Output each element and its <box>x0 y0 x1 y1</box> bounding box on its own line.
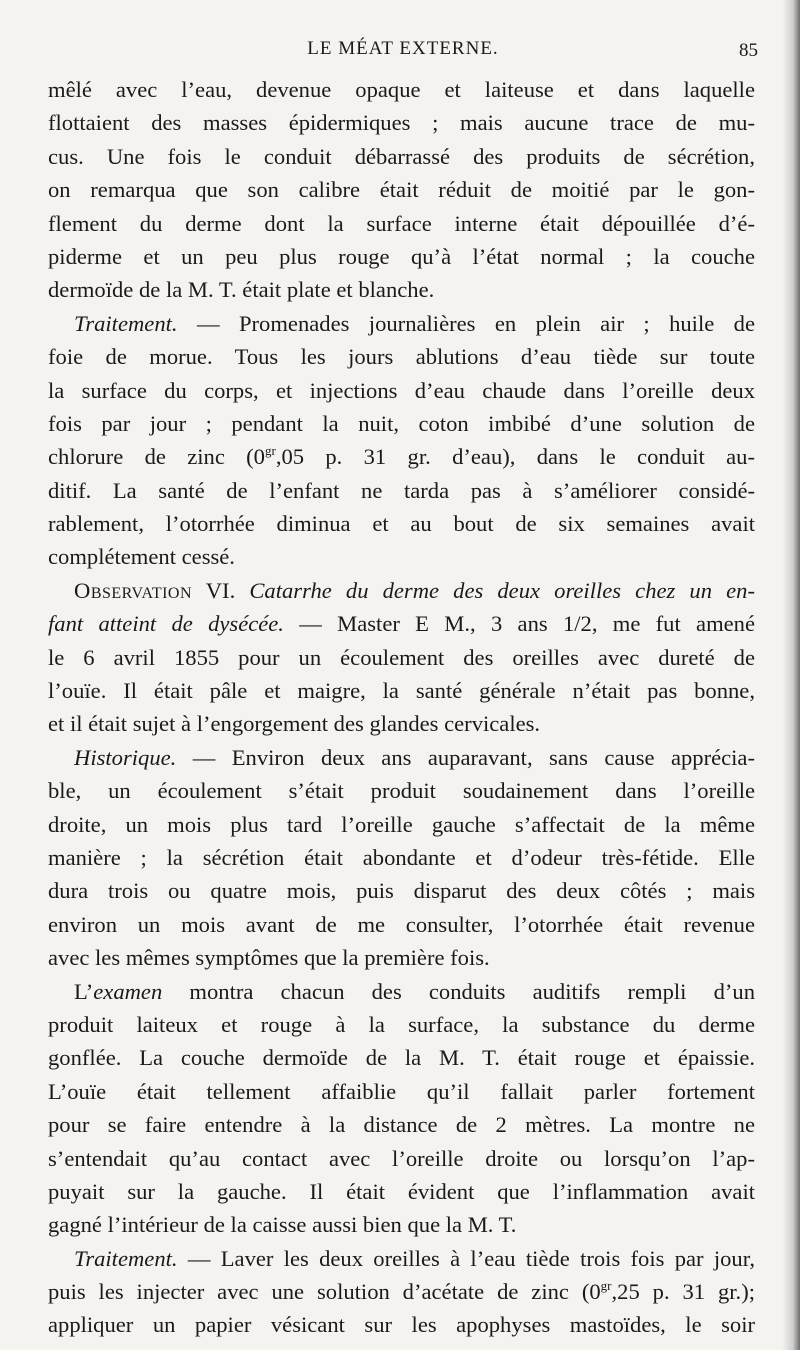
text-run: L’ouïe était tellement affaiblie qu’il fallait parler fortement <box>48 1078 755 1104</box>
text-run: avec les mêmes symptômes que la première fois. <box>48 945 490 971</box>
text-run: chlorure de zinc (0 <box>48 444 265 470</box>
text-line <box>48 273 755 306</box>
text-run: Observation <box>74 577 193 603</box>
text-line <box>48 207 755 240</box>
text-run: on remarqua que son calibre était réduit de moitié par le gon- <box>48 177 755 203</box>
text-line <box>48 1275 755 1308</box>
text-run: droite, un mois plus tard l’oreille gauche s’affectait de la même <box>48 811 755 837</box>
text-line <box>48 874 755 907</box>
running-title: LE MÉAT EXTERNE. <box>307 38 499 59</box>
text-line <box>48 1308 755 1341</box>
body-text <box>48 73 755 1342</box>
text-line <box>48 474 755 507</box>
text-line <box>48 340 755 373</box>
text-line <box>48 1175 755 1208</box>
text-run: l’ouïe. Il était pâle et maigre, la santé générale n’était pas bonne, <box>48 678 755 704</box>
text-run: cus. Une fois le conduit débarrassé des produits de sécrétion, <box>48 143 755 169</box>
text-run: piderme et un peu plus rouge qu’à l’état normal ; la couche <box>48 243 755 269</box>
text-run: — Laver les deux oreilles à l’eau tiède trois fois par jour, <box>177 1245 755 1271</box>
text-run: rablement, l’otorrhée diminua et au bout de six semaines avait <box>48 511 755 537</box>
text-line <box>48 540 755 573</box>
text-run: complétement cessé. <box>48 544 235 570</box>
text-run: mêlé avec l’eau, devenue opaque et laiteuse et dans laquelle <box>48 77 755 102</box>
page-number: 85 <box>739 40 758 61</box>
text-line <box>48 106 755 139</box>
text-line <box>48 1075 755 1108</box>
text-line <box>48 641 755 674</box>
text-run: ,25 p. 31 gr.); <box>611 1279 756 1305</box>
text-line <box>48 741 755 774</box>
text-line <box>48 507 755 540</box>
text-run: — Environ deux ans auparavant, sans cause apprécia- <box>176 744 755 770</box>
text-line <box>48 1142 755 1175</box>
text-run: puis les injecter avec une solution d’acétate de zinc (0 <box>48 1279 601 1305</box>
text-line <box>48 1242 755 1275</box>
text-run: flottaient des masses épidermiques ; mais aucune trace de mu- <box>48 110 755 136</box>
text-run: Catarrhe du derme des deux oreilles chez un en- <box>249 577 755 603</box>
text-run: et il était sujet à l’engorgement des glandes cervicales. <box>48 711 541 737</box>
text-run: environ un mois avant de me consulter, l’otorrhée était revenue <box>48 911 755 937</box>
text-run: manière ; la sécrétion était abondante et d’odeur très-fétide. Elle <box>48 844 755 870</box>
text-line <box>48 841 755 874</box>
text-run: pour se faire entendre à la distance de 2 mètres. La montre ne <box>48 1112 755 1138</box>
text-run: Traitement. <box>74 310 178 336</box>
text-line <box>48 774 755 807</box>
text-line <box>48 607 755 640</box>
page-header <box>48 38 758 68</box>
text-line <box>48 1041 755 1074</box>
text-run: le 6 avril 1855 pour un écoulement des oreilles avec dureté de <box>48 644 755 670</box>
text-line <box>48 1008 755 1041</box>
text-line <box>48 173 755 206</box>
text-line <box>48 674 755 707</box>
text-run: VI. <box>192 577 250 603</box>
text-run: montra chacun des conduits auditifs rempli d’un <box>162 978 755 1004</box>
text-line <box>48 440 755 473</box>
text-run: — Promenades journalières en plein air ; huile de <box>177 310 755 336</box>
text-run: — Master E M., 3 ans 1/2, me fut amené <box>283 611 755 637</box>
page-edge-shadow <box>782 0 800 1350</box>
text-run: examen <box>93 978 163 1004</box>
text-line <box>48 307 755 340</box>
text-run: fant atteint de dysécée. <box>48 611 284 637</box>
text-line <box>48 140 755 173</box>
text-run: foie de morue. Tous les jours ablutions d’eau tiède sur toute <box>48 344 755 370</box>
text-line <box>48 73 755 106</box>
text-line <box>48 808 755 841</box>
text-run: Traitement. <box>74 1245 178 1271</box>
text-line <box>48 908 755 941</box>
text-run: dermoïde de la M. T. était plate et blanche. <box>48 277 435 303</box>
text-run: produit laiteux et rouge à la surface, la substance du derme <box>48 1011 755 1037</box>
text-run: gr <box>264 443 276 459</box>
text-line <box>48 1208 755 1241</box>
text-run: fois par jour ; pendant la nuit, coton imbibé d’une solution de <box>48 410 755 436</box>
text-run: la surface du corps, et injections d’eau chaude dans l’oreille deux <box>48 377 755 403</box>
text-run: gr <box>600 1278 612 1294</box>
text-run: gagné l’intérieur de la caisse aussi bien que la M. T. <box>48 1212 517 1238</box>
text-run: L’ <box>74 978 94 1004</box>
text-line <box>48 574 755 607</box>
text-line <box>48 941 755 974</box>
text-line <box>48 374 755 407</box>
text-line <box>48 707 755 740</box>
text-run: gonflée. La couche dermoïde de la M. T. était rouge et épaissie. <box>48 1045 755 1071</box>
text-line <box>48 1108 755 1141</box>
text-run: s’entendait qu’au contact avec l’oreille droite ou lorsqu’on l’ap- <box>48 1145 755 1171</box>
text-line <box>48 975 755 1008</box>
text-line <box>48 240 755 273</box>
text-line <box>48 407 755 440</box>
text-run: ble, un écoulement s’était produit soudainement dans l’oreille <box>48 778 755 804</box>
text-run: ,05 p. 31 gr. d’eau), dans le conduit au- <box>275 444 755 470</box>
text-run: flement du derme dont la surface interne était dépouillée d’é- <box>48 210 755 236</box>
text-run: ditif. La santé de l’enfant ne tarda pas à s’améliorer considé- <box>48 477 755 503</box>
text-run: dura trois ou quatre mois, puis disparut des deux côtés ; mais <box>48 878 755 904</box>
text-run: puyait sur la gauche. Il était évident que l’inflammation avait <box>48 1178 755 1204</box>
text-run: appliquer un papier vésicant sur les apophyses mastoïdes, le soir <box>48 1312 755 1338</box>
text-run: Historique. <box>74 744 177 770</box>
